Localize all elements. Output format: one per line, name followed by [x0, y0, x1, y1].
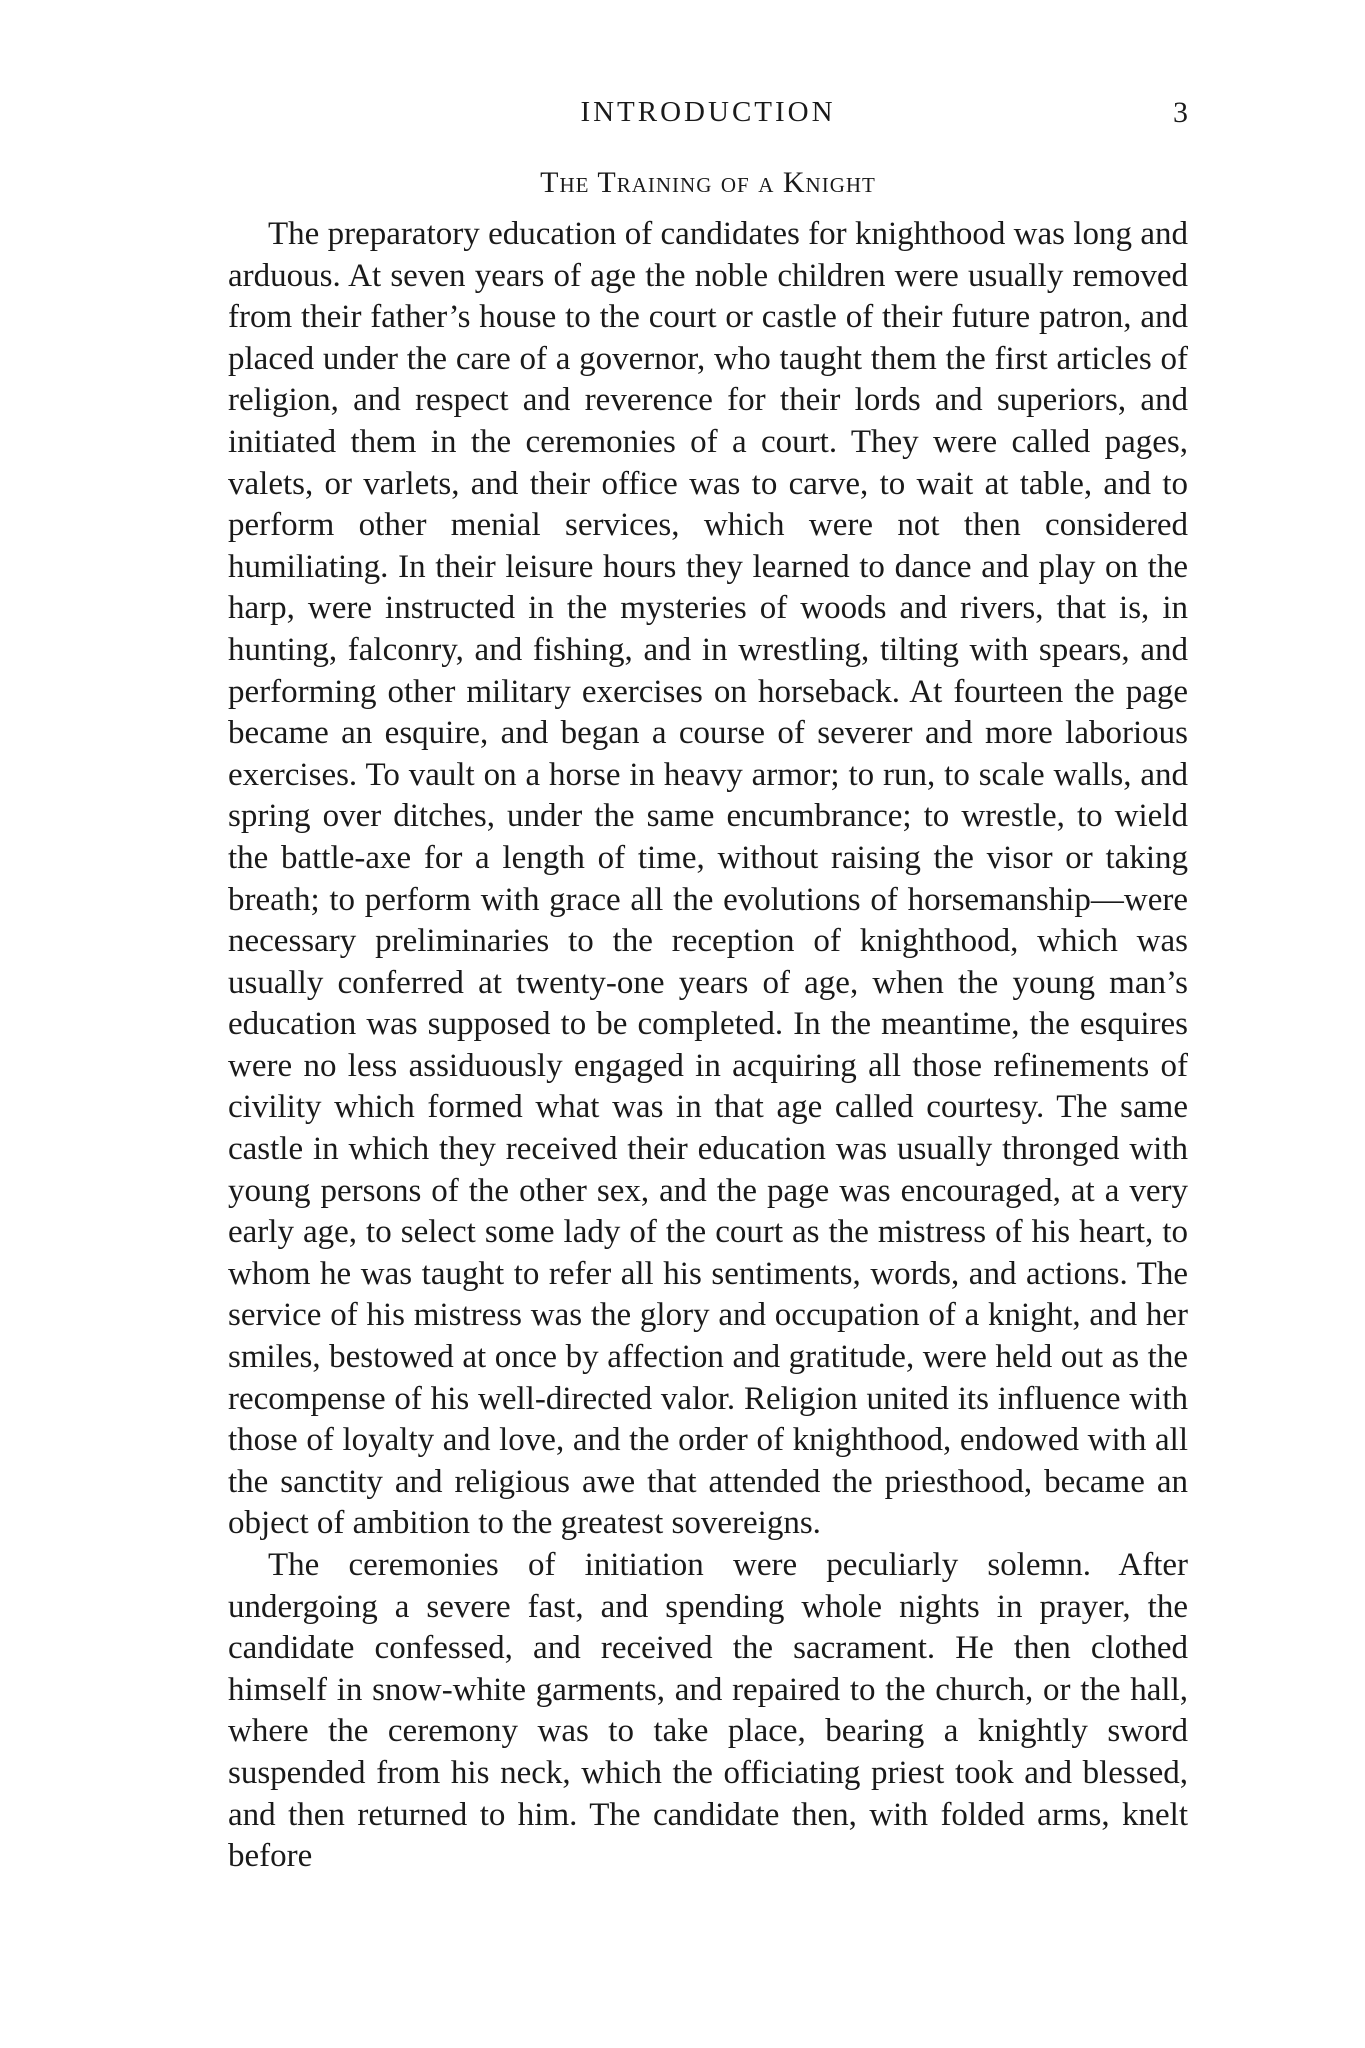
running-head — [228, 96, 1188, 136]
running-title: INTRODUCTION — [580, 96, 836, 128]
body-text — [228, 214, 1188, 1878]
paragraph: The ceremonies of initiation were peculiarly solemn. After undergoing a severe fast, and spending whole nights in prayer, the candidate confessed, and received the sacrament. He then clothed himself in snow-white garments, and repaired to the church, or the hall, where the ceremony was to take place, bearing a knightly sword suspended from his neck, which the officiating priest took and blessed, and then returned to him. The candidate then, with folded arms, knelt before — [228, 1547, 1188, 1875]
section-title: The Training of a Knight — [540, 166, 876, 199]
page-number: 3 — [1173, 96, 1188, 129]
paragraph: The preparatory education of candidates for knighthood was long and arduous. At seven years of age the noble children were usually removed from their father’s house to the court or castle of their future patron, and placed under the care of a governor, who taught them the first articles of religion, and respect and reverence for their lords and superiors, and initiated them in the ceremonies of a court. They were called pages, valets, or varlets, and their office was to carve, to wait at table, and to perform other menial services, which were not then considered humiliating. In their leisure hours they learned to dance and play on the harp, were instructed in the mysteries of woods and rivers, that is, in hunting, falconry, and fishing, and in wrestling, tilting with spears, and performing other military exercises on horseback. At fourteen the page became an esquire, and began a course of severer and more laborious exercises. To vault on a horse in heavy armor; to run, to scale walls, and spring over ditches, under the same encumbrance; to wrestle, to wield the battle-axe for a length of time, without raising the visor or taking breath; to perform with grace all the evolutions of horsemanship—were necessary preliminaries to the reception of knighthood, which was usually conferred at twenty-one years of age, when the young man’s education was supposed to be completed. In the meantime, the esquires were no less assiduously engaged in acquiring all those refinements of civility which formed what was in that age called courtesy. The same castle in which they received their education was usually thronged with young persons of the other sex, and the page was encouraged, at a very early age, to select some lady of the court as the mistress of his heart, to whom he was taught to refer all his sentiments, words, and actions. The service of his mistress was the glory and occupation of a knight, and her smiles, bestowed at once by affection and gratitude, were held out as the recompense of his well-directed valor. Religion united its influence with those of loyalty and love, and the order of knighthood, endowed with all the sanctity and religious awe that attended the priesthood, became an object of ambition to the greatest sovereigns. — [228, 216, 1188, 1542]
